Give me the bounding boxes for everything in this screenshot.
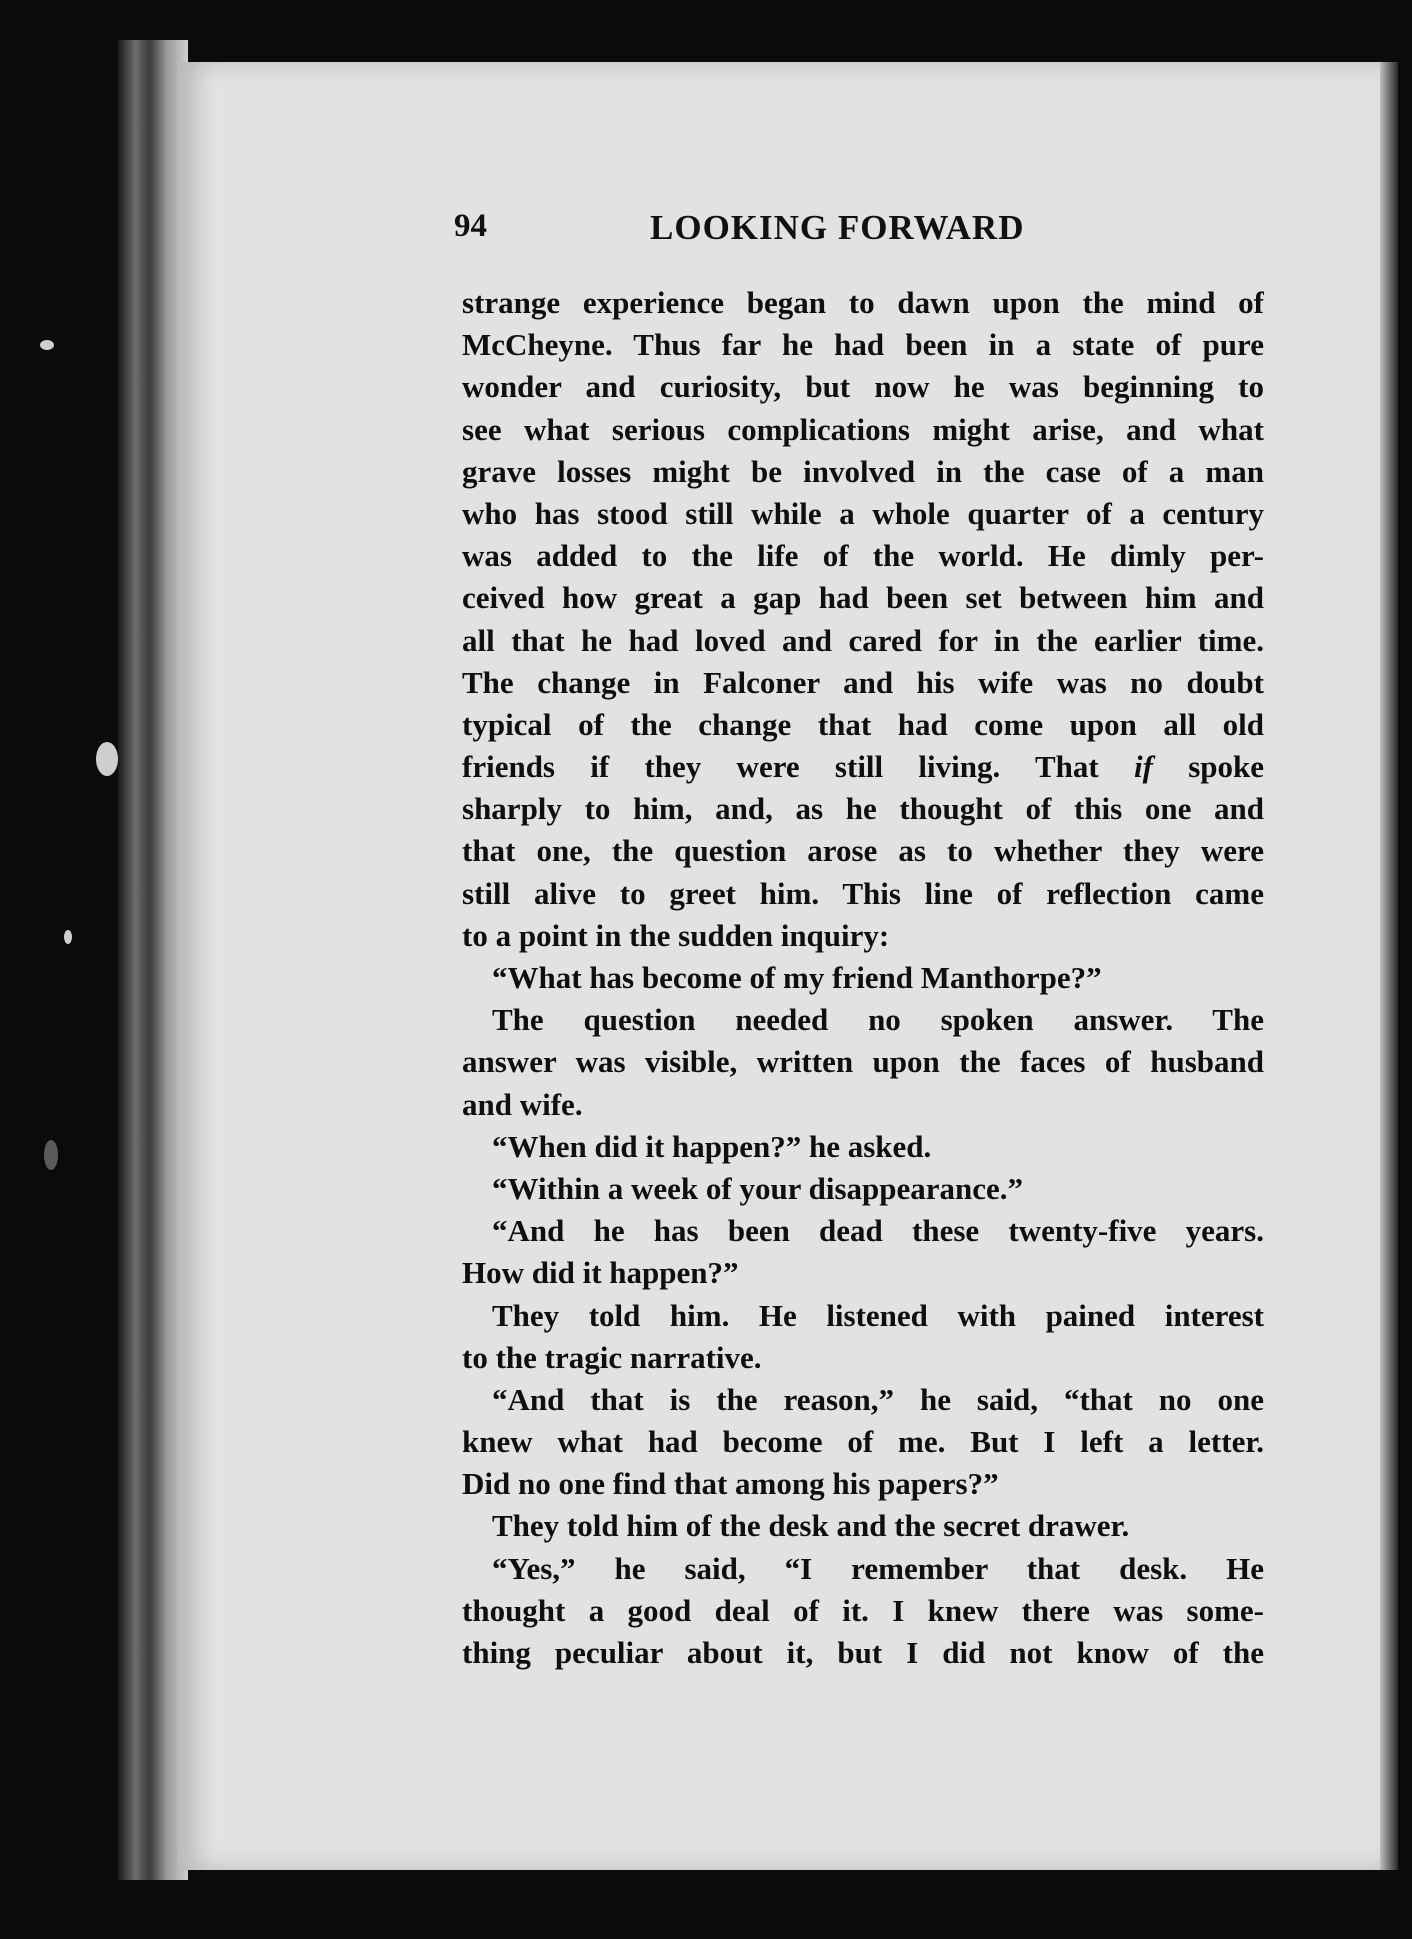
page-number: 94	[454, 208, 487, 244]
text-line: to a point in the sudden inquiry:	[462, 917, 890, 953]
text-line: sharply to him, and, as he thought of this one and	[462, 791, 1264, 827]
scan-speck	[44, 1140, 58, 1170]
text-line: The question needed no spoken answer. The	[492, 1002, 1264, 1038]
text-line: The change in Falconer and his wife was no doubt	[462, 664, 1264, 700]
scan-speck	[96, 742, 118, 776]
text-line: “What has become of my friend Manthorpe?”	[492, 960, 1102, 995]
text-line: still alive to greet him. This line of reflection came	[462, 875, 1264, 911]
scan-speck	[64, 930, 72, 944]
text-line: typical of the change that had come upon all old	[462, 706, 1264, 742]
text-line: “And he has been dead these twenty-five years.	[492, 1213, 1264, 1249]
text-line: “Within a week of your disappearance.”	[492, 1170, 1024, 1206]
text-line: They told him. He listened with pained interest	[492, 1297, 1264, 1333]
text-line: thing peculiar about it, but I did not know of the	[462, 1635, 1264, 1670]
text-line: “And that is the reason,” he said, “that no one	[492, 1381, 1264, 1417]
text-line: McCheyne. Thus far he had been in a state of pure	[462, 327, 1264, 363]
text-line: Did no one find that among his papers?”	[462, 1466, 999, 1502]
text-line: “When did it happen?” he asked.	[492, 1128, 932, 1164]
text-line: was added to the life of the world. He dimly per-	[462, 538, 1264, 574]
italic-word: if	[1133, 749, 1153, 785]
text-line: that one, the question arose as to whether they were	[462, 833, 1264, 869]
text-line: “Yes,” he said, “I remember that desk. He	[492, 1550, 1264, 1586]
text-line: knew what had become of me. But I left a letter.	[462, 1424, 1264, 1460]
text-line: ceived how great a gap had been set between him and	[462, 580, 1264, 616]
text-line: thought a good deal of it. I knew there was some-	[462, 1592, 1264, 1628]
text-line: grave losses might be involved in the case of a man	[462, 453, 1264, 489]
body-text	[462, 282, 1264, 1674]
text-line: wonder and curiosity, but now he was beginning to	[462, 369, 1264, 405]
scan-speck	[40, 340, 54, 350]
page-right-edge	[1380, 62, 1398, 1870]
text-line: and wife.	[462, 1086, 583, 1122]
text-line: They told him of the desk and the secret drawer.	[492, 1508, 1130, 1544]
text-line: How did it happen?”	[462, 1255, 739, 1291]
running-title: LOOKING FORWARD	[650, 208, 1025, 247]
text-line: to the tragic narrative.	[462, 1339, 762, 1375]
text-line: strange experience began to dawn upon the mind of	[462, 285, 1264, 320]
text-line: see what serious complications might arise, and what	[462, 411, 1264, 447]
text-line: friends if they were still living. That if spoke	[462, 749, 1264, 785]
text-line: who has stood still while a whole quarter of a century	[462, 495, 1264, 531]
running-header	[454, 208, 1054, 258]
text-line: all that he had loved and cared for in the earlier time.	[462, 622, 1264, 658]
text-line: answer was visible, written upon the faces of husband	[462, 1044, 1264, 1080]
